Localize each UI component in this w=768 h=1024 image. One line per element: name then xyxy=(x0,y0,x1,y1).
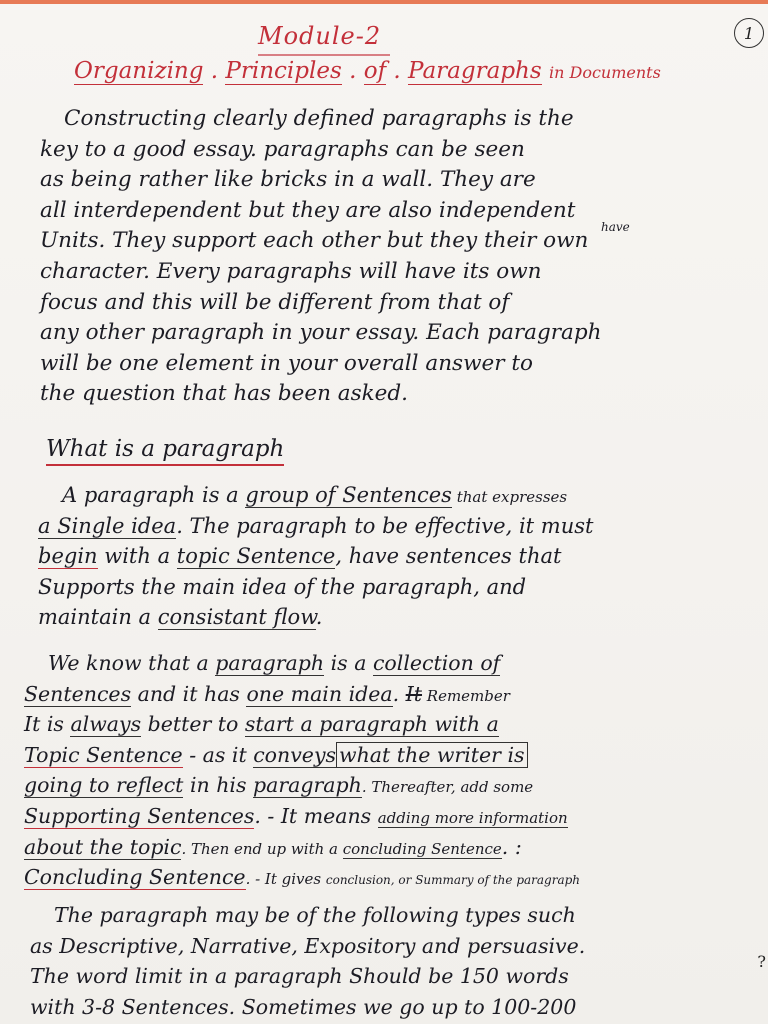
intro-line-5: Units. They support each other but they their own xyxy=(40,228,589,254)
paragraph-intro xyxy=(40,104,766,410)
page-top-edge xyxy=(0,0,768,4)
types-line-3: The word limit in a paragraph Should be 150 words xyxy=(30,964,569,989)
intro-line-7: focus and this will be different from that of xyxy=(40,289,510,315)
intro-line-9: will be one element in your overall answer to xyxy=(40,350,533,376)
structure-line-1: We know that a paragraph is a collection of xyxy=(48,651,501,675)
structure-line-3: It is always better to start a paragraph with a xyxy=(24,712,499,737)
def-line-1: A paragraph is a group of Sentences that expresses xyxy=(62,483,568,507)
structure-line-8: Concluding Sentence. - It gives conclusion, or Summary of the paragraph xyxy=(24,865,581,890)
def-line-5: maintain a consistant flow. xyxy=(38,605,323,630)
page-number: 1 xyxy=(734,18,764,48)
intro-line-2: key to a good essay. paragraphs can be seen xyxy=(40,136,525,162)
heading-word-of: of xyxy=(363,58,387,84)
types-line-2: as Descriptive, Narrative, Expository and persuasive. xyxy=(30,933,586,958)
intro-line-8: any other paragraph in your essay. Each paragraph xyxy=(40,320,602,346)
intro-line-6: character. Every paragraphs will have its own xyxy=(40,258,542,284)
structure-line-6: Supporting Sentences. - It means adding more information xyxy=(24,803,568,828)
def-line-3: begin with a topic Sentence, have sentences that xyxy=(38,544,562,569)
def-line-4: Supports the main idea of the paragraph, and xyxy=(38,574,527,599)
heading-word-organizing: Organizing xyxy=(74,58,204,84)
module-underline xyxy=(258,54,390,56)
module-title: Module-2 xyxy=(258,22,382,50)
structure-line-7: about the topic. Then end up with a concluding Sentence. : xyxy=(24,834,522,859)
types-line-1: The paragraph may be of the following types such xyxy=(54,903,576,927)
page-heading: Organizing . Principles . of . Paragraphs in Documents xyxy=(74,58,661,84)
caret-insertion: have xyxy=(601,220,630,234)
heading-word-paragraphs: Paragraphs xyxy=(408,58,542,84)
margin-mark: ? xyxy=(757,952,766,971)
intro-line-1: Constructing clearly defined paragraphs is the xyxy=(64,106,574,131)
section-title: What is a paragraph xyxy=(46,436,284,466)
structure-line-2: Sentences and it has one main idea. It Remember xyxy=(24,681,510,706)
heading-word-principles: Principles xyxy=(225,58,342,84)
intro-line-10: the question that has been asked. xyxy=(40,381,408,407)
heading-word-in-documents: in Documents xyxy=(548,63,661,82)
paragraph-definition xyxy=(38,480,766,633)
structure-line-4: Topic Sentence - as it conveys what the writer is xyxy=(24,740,766,771)
structure-line-5: going to reflect in his paragraph. Thereafter, add some xyxy=(24,773,534,798)
paragraph-types xyxy=(30,900,766,1022)
types-line-4: with 3-8 Sentences. Sometimes we go up to 100-200 xyxy=(30,994,577,1019)
intro-line-3: as being rather like bricks in a wall. They are xyxy=(40,167,536,193)
paragraph-structure xyxy=(24,648,766,893)
intro-line-4: all interdependent but they are also independent xyxy=(40,197,576,223)
def-line-2: a Single idea. The paragraph to be effective, it must xyxy=(38,513,594,538)
